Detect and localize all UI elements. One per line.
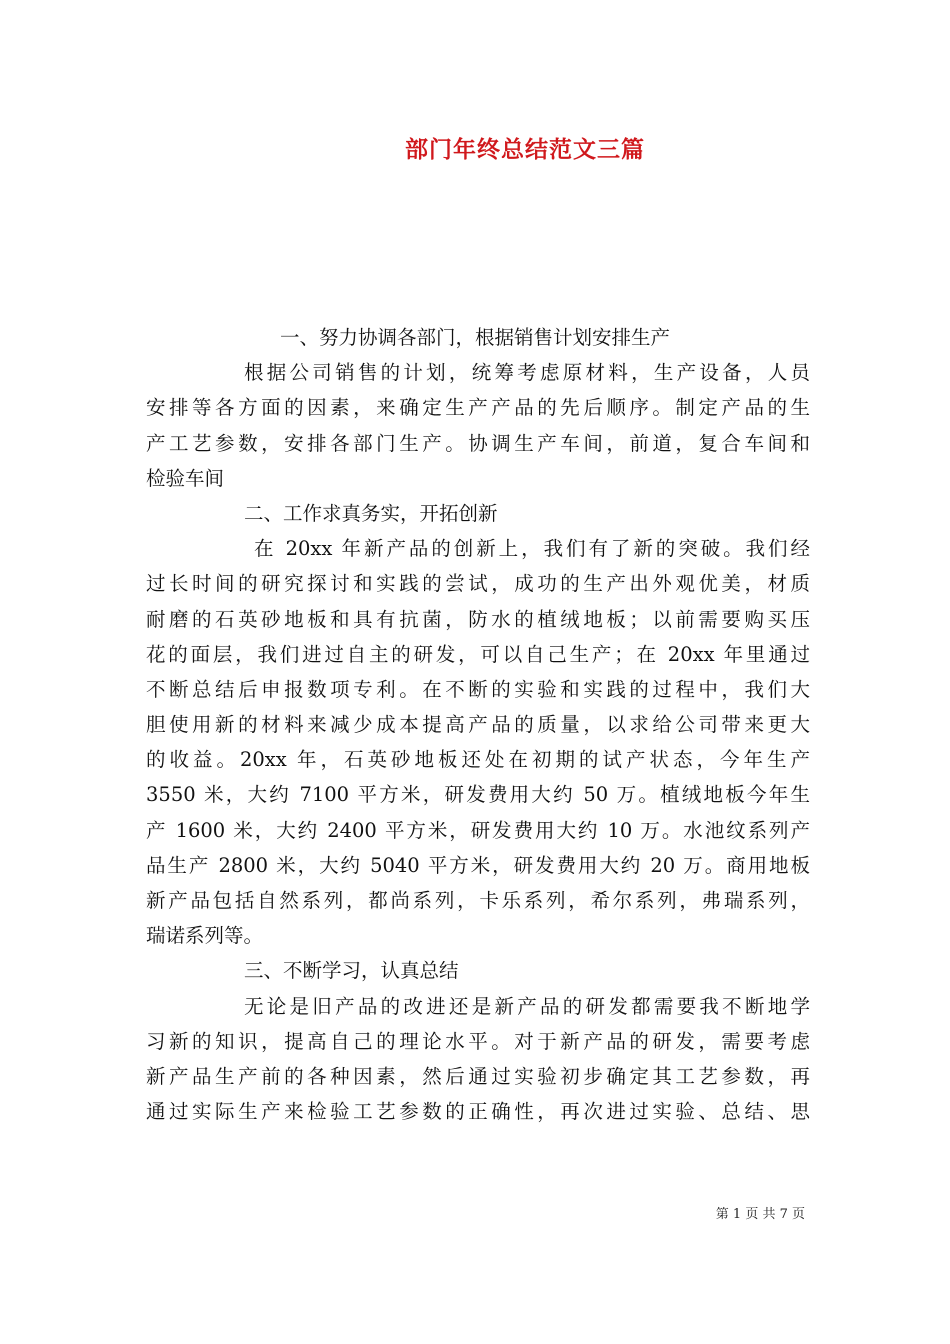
paragraph-line: 花的面层，我们进过自主的研发，可以自己生产；在 20xx 年里通过 [146, 642, 810, 666]
paragraph-line: 品生产 2800 米，大约 5040 平方米，研发费用大约 20 万。商用地板 [146, 853, 810, 877]
paragraph-line: 检验车间 [146, 466, 225, 490]
paragraph-line: 无论是旧产品的改进还是新产品的研发都需要我不断地学 [244, 994, 810, 1018]
document-title: 部门年终总结范文三篇 [405, 137, 645, 163]
paragraph-line: 耐磨的石英砂地板和具有抗菌，防水的植绒地板；以前需要购买压 [146, 607, 810, 631]
paragraph-line: 3550 米，大约 7100 平方米，研发费用大约 50 万。植绒地板今年生 [146, 783, 810, 807]
section-heading-2: 二、工作求真务实，开拓创新 [244, 501, 498, 525]
page-number: 第 1 页 共 7 页 [715, 1207, 805, 1222]
paragraph-line: 通过实际生产来检验工艺参数的正确性，再次进过实验、总结、思 [146, 1100, 810, 1124]
section-heading-3: 三、不断学习，认真总结 [244, 959, 459, 983]
paragraph-line: 瑞诺系列等。 [146, 924, 264, 948]
paragraph-line: 不断总结后申报数项专利。在不断的实验和实践的过程中，我们大 [146, 677, 810, 701]
section-heading-1: 一、努力协调各部门，根据销售计划安排生产 [280, 326, 671, 349]
paragraph-line: 的收益。20xx 年，石英砂地板还处在初期的试产状态，今年生产 [146, 748, 810, 772]
paragraph-line: 新产品生产前的各种因素，然后通过实验初步确定其工艺参数，再 [146, 1064, 810, 1088]
document-body [146, 320, 810, 1129]
paragraph-line: 在 20xx 年新产品的创新上，我们有了新的突破。我们经 [254, 537, 810, 561]
paragraph-line: 根据公司销售的计划，统筹考虑原材料，生产设备，人员 [244, 361, 810, 385]
paragraph-line: 过长时间的研究探讨和实践的尝试，成功的生产出外观优美，材质 [146, 572, 810, 596]
paragraph-line: 胆使用新的材料来减少成本提高产品的质量，以求给公司带来更大 [146, 713, 810, 737]
paragraph-line: 新产品包括自然系列，都尚系列，卡乐系列，希尔系列，弗瑞系列， [146, 889, 810, 912]
paragraph-line: 安排等各方面的因素，来确定生产产品的先后顺序。制定产品的生 [146, 396, 810, 420]
paragraph-line: 产 1600 米，大约 2400 平方米，研发费用大约 10 万。水池纹系列产 [146, 818, 810, 842]
paragraph-line: 产工艺参数，安排各部门生产。协调生产车间，前道，复合车间和 [146, 431, 810, 455]
paragraph-line: 习新的知识，提高自己的理论水平。对于新产品的研发，需要考虑 [146, 1029, 810, 1053]
